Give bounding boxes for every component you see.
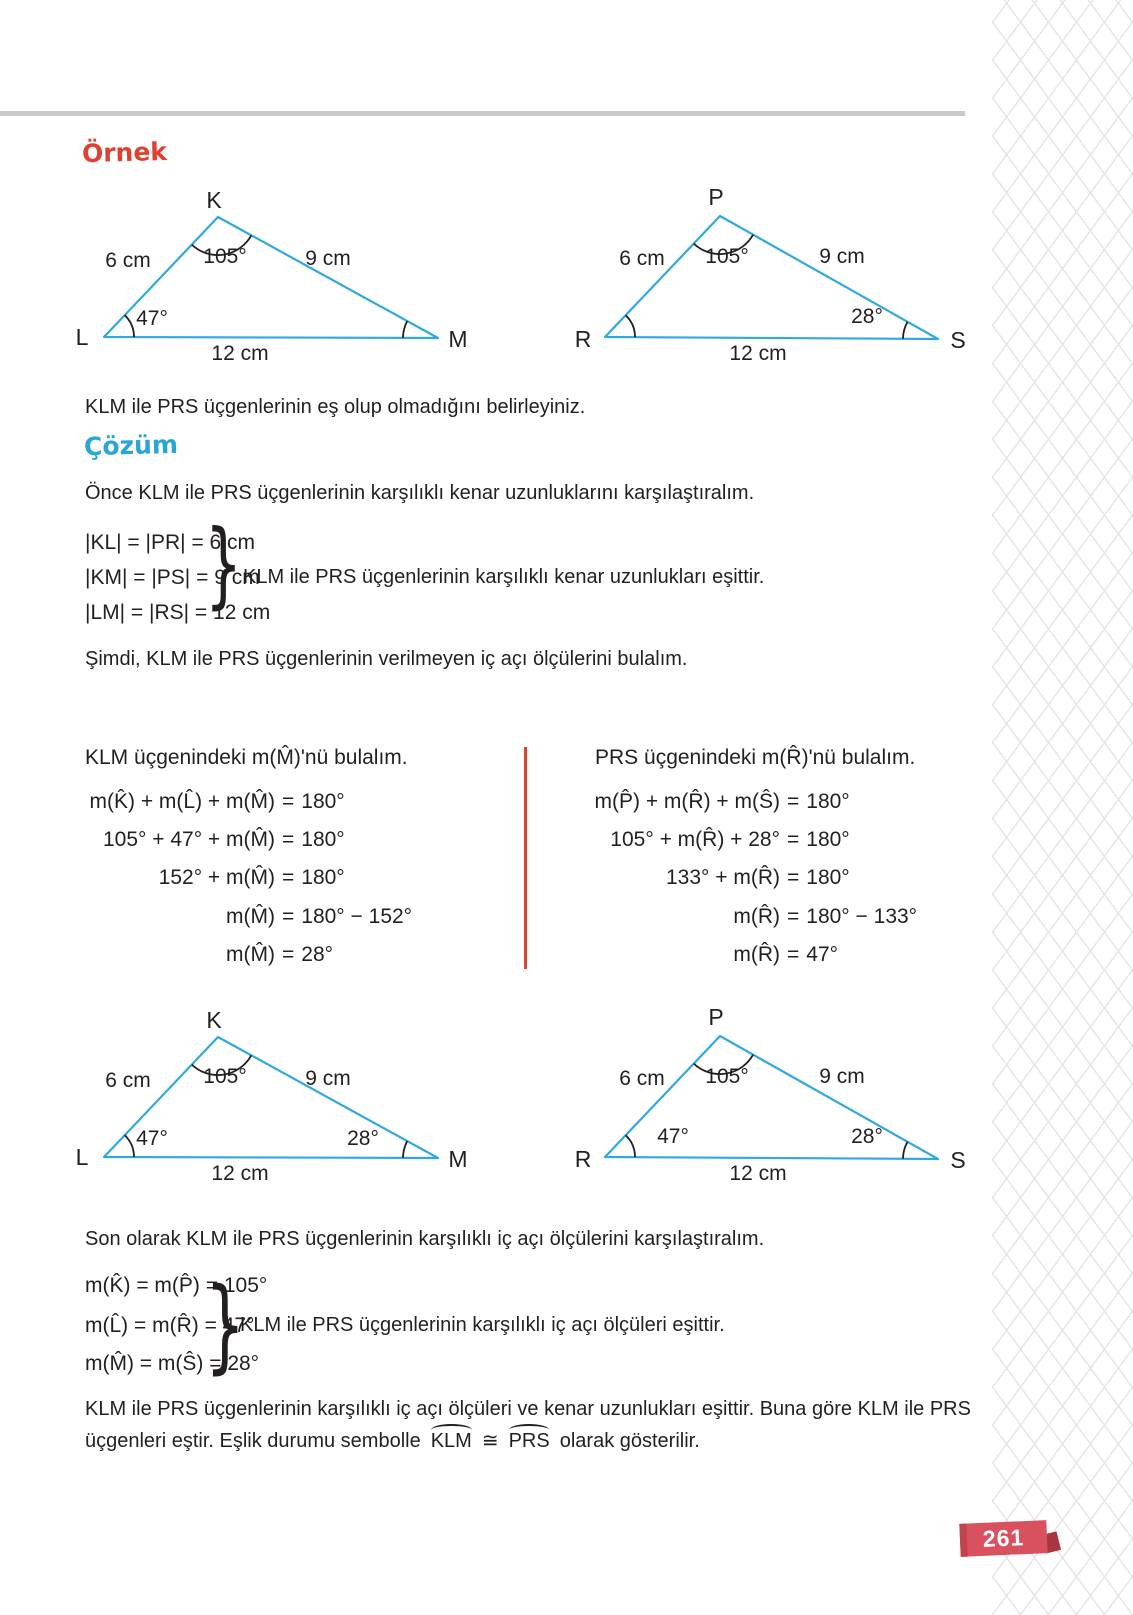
equals-sign: = [282, 866, 295, 889]
side-label-left: 6 cm [105, 1069, 151, 1092]
angle-label-left-found: 47° [657, 1125, 689, 1148]
vertex-label-bottom-left: L [75, 324, 89, 350]
side-equality-note: KLM ile PRS üçgenlerinin karşılıklı kenar uzunlukları eşittir. [243, 566, 765, 588]
congruence-symbol: ≅ [481, 1430, 499, 1452]
equals-sign: = [787, 905, 800, 928]
equals-sign: = [787, 790, 800, 813]
angle-arc-r [626, 315, 635, 337]
equals-sign: = [282, 905, 295, 928]
angle-arc-l [125, 1135, 134, 1157]
vertex-label-bottom-right: M [448, 326, 468, 352]
angle-equality-note: KLM ile PRS üçgenlerinin karşılıklı iç açı ölçüleri eşittir. [240, 1314, 725, 1336]
angle-equation-1: m(K̂) = m(P̂) = 105° [85, 1274, 268, 1297]
equation-lhs: m(R̂) [733, 905, 780, 928]
vertex-label-bottom-right: S [950, 1147, 966, 1173]
side-label-bottom: 12 cm [729, 1162, 787, 1185]
equals-sign: = [282, 828, 295, 851]
vertex-label-bottom-left: L [75, 1144, 89, 1170]
vertex-label-apex: K [206, 187, 222, 213]
angle-arc-s [903, 322, 908, 339]
equation-lhs: m(M̂) [226, 905, 275, 928]
triangle-prs-top [545, 172, 985, 372]
vertex-label-apex: K [206, 1007, 222, 1033]
vertex-label-bottom-right: S [950, 327, 966, 353]
prs-equation-row-3 [585, 866, 850, 890]
side-label-right: 9 cm [305, 1067, 351, 1090]
klm-equation-row-1 [85, 790, 345, 814]
angle-arc-l [125, 315, 134, 337]
angle-equation-2: m(L̂) = m(R̂) = 47° [85, 1314, 255, 1337]
equation-lhs: m(K̂) + m(L̂) + m(M̂) [89, 790, 275, 813]
equals-sign: = [282, 943, 295, 966]
side-label-bottom: 12 cm [729, 342, 787, 365]
equation-rhs: 47° [806, 943, 839, 966]
klm-column-header: KLM üçgenindeki m(M̂)'nü bulalım. [85, 746, 408, 769]
prs-equation-row-1 [585, 790, 850, 814]
angle-label-right: 28° [851, 305, 883, 328]
angle-label-right-found: 28° [347, 1127, 379, 1150]
angle-label-apex: 105° [705, 1065, 749, 1088]
conclusion-line-2-post: olarak gösterilir. [559, 1430, 700, 1452]
page-number-badge [959, 1520, 1047, 1557]
equals-sign: = [787, 943, 800, 966]
klm-equation-row-2 [85, 828, 345, 852]
equation-lhs: m(P̂) + m(R̂) + m(Ŝ) [594, 790, 780, 813]
prs-equation-row-2 [585, 828, 850, 852]
solution-intro-angles: Şimdi, KLM ile PRS üçgenlerinin verilmeyen iç açı ölçülerini bulalım. [85, 648, 688, 670]
side-label-bottom: 12 cm [211, 342, 269, 365]
conclusion-line-1: KLM ile PRS üçgenlerinin karşılıklı iç açı ölçüleri ve kenar uzunlukları eşittir. Buna göre KLM ile PRS [85, 1398, 971, 1420]
triangle-prs-top-outline [605, 216, 938, 339]
angle-label-apex: 105° [705, 245, 749, 268]
solution-intro-compare: Son olarak KLM ile PRS üçgenlerinin karşılıklı iç açı ölçülerini karşılaştıralım. [85, 1228, 765, 1250]
angle-label-apex: 105° [203, 1065, 247, 1088]
angle-label-left: 47° [136, 1127, 168, 1150]
triangle-klm-top [60, 172, 480, 372]
side-label-right: 9 cm [819, 1065, 865, 1088]
equation-lhs: 152° + m(M̂) [158, 866, 275, 889]
angle-arc-m [403, 1141, 407, 1158]
side-label-right: 9 cm [819, 245, 865, 268]
column-divider-line [524, 747, 527, 969]
vertex-label-bottom-left: R [574, 1146, 592, 1172]
side-label-left: 6 cm [105, 249, 151, 272]
example-heading: Örnek [81, 136, 168, 169]
problem-statement: KLM ile PRS üçgenlerinin eş olup olmadığını belirleyiniz. [85, 396, 586, 418]
equation-lhs: 133° + m(R̂) [665, 866, 780, 889]
prs-column-header: PRS üçgenindeki m(R̂)'nü bulalım. [595, 746, 916, 769]
side-label-left: 6 cm [619, 1067, 665, 1090]
equation-rhs: 180° [301, 828, 345, 851]
equation-lhs: 105° + m(R̂) + 28° [610, 828, 780, 851]
conclusion-line-2-pre: üçgenleri eştir. Eşlik durumu sembolle [85, 1430, 421, 1452]
solution-intro-sides: Önce KLM ile PRS üçgenlerinin karşılıklı kenar uzunluklarını karşılaştıralım. [85, 482, 755, 504]
equals-sign: = [787, 866, 800, 889]
equation-rhs: 180° − 152° [301, 905, 413, 928]
solution-heading: Çözüm [83, 429, 179, 462]
equals-sign: = [787, 828, 800, 851]
vertex-label-bottom-right: M [448, 1146, 468, 1172]
top-divider-rule [0, 111, 965, 116]
klm-with-hat: KLM [430, 1430, 472, 1452]
side-equation-1: |KL| = |PR| = 6 cm [85, 531, 256, 554]
angle-equation-3: m(M̂) = m(Ŝ) = 28° [85, 1352, 260, 1375]
prs-equation-row-4 [585, 905, 917, 929]
angle-equations-brace: } [205, 1266, 246, 1385]
prs-with-hat: PRS [508, 1430, 550, 1452]
vertex-label-apex: P [708, 1004, 724, 1030]
angle-arc-r [626, 1135, 635, 1157]
angle-label-apex: 105° [203, 245, 247, 268]
side-equation-3: |LM| = |RS| = 12 cm [85, 601, 271, 624]
triangle-prs-bottom-outline [605, 1036, 938, 1159]
angle-label-right: 28° [851, 1125, 883, 1148]
equation-lhs: m(R̂) [733, 943, 780, 966]
side-equation-2: |KM| = |PS| = 9 cm [85, 566, 260, 589]
equation-rhs: 28° [301, 943, 334, 966]
vertex-label-apex: P [708, 184, 724, 210]
side-equations-brace: } [205, 510, 243, 619]
equals-sign: = [282, 790, 295, 813]
side-label-bottom: 12 cm [211, 1162, 269, 1185]
klm-equation-row-3 [85, 866, 345, 890]
triangle-prs-bottom [545, 992, 985, 1192]
equation-lhs: 105° + 47° + m(M̂) [102, 828, 275, 851]
side-label-right: 9 cm [305, 247, 351, 270]
vertex-label-bottom-left: R [574, 326, 592, 352]
klm-equation-row-5 [85, 943, 333, 967]
triangle-klm-bottom [60, 992, 480, 1192]
crosshatch-margin-pattern [992, 0, 1133, 1615]
equation-rhs: 180° [806, 790, 850, 813]
equation-rhs: 180° [806, 828, 850, 851]
equation-rhs: 180° [301, 790, 345, 813]
prs-equation-row-5 [585, 943, 838, 967]
klm-equation-row-4 [85, 905, 412, 929]
conclusion-line-2 [85, 1428, 700, 1453]
equation-lhs: m(M̂) [226, 943, 275, 966]
side-label-left: 6 cm [619, 247, 665, 270]
equation-rhs: 180° − 133° [806, 905, 918, 928]
angle-arc-s [903, 1142, 908, 1159]
equation-rhs: 180° [301, 866, 345, 889]
angle-label-left: 47° [136, 307, 168, 330]
equation-rhs: 180° [806, 866, 850, 889]
page-number: 261 [982, 1524, 1025, 1552]
angle-arc-m [403, 321, 407, 338]
